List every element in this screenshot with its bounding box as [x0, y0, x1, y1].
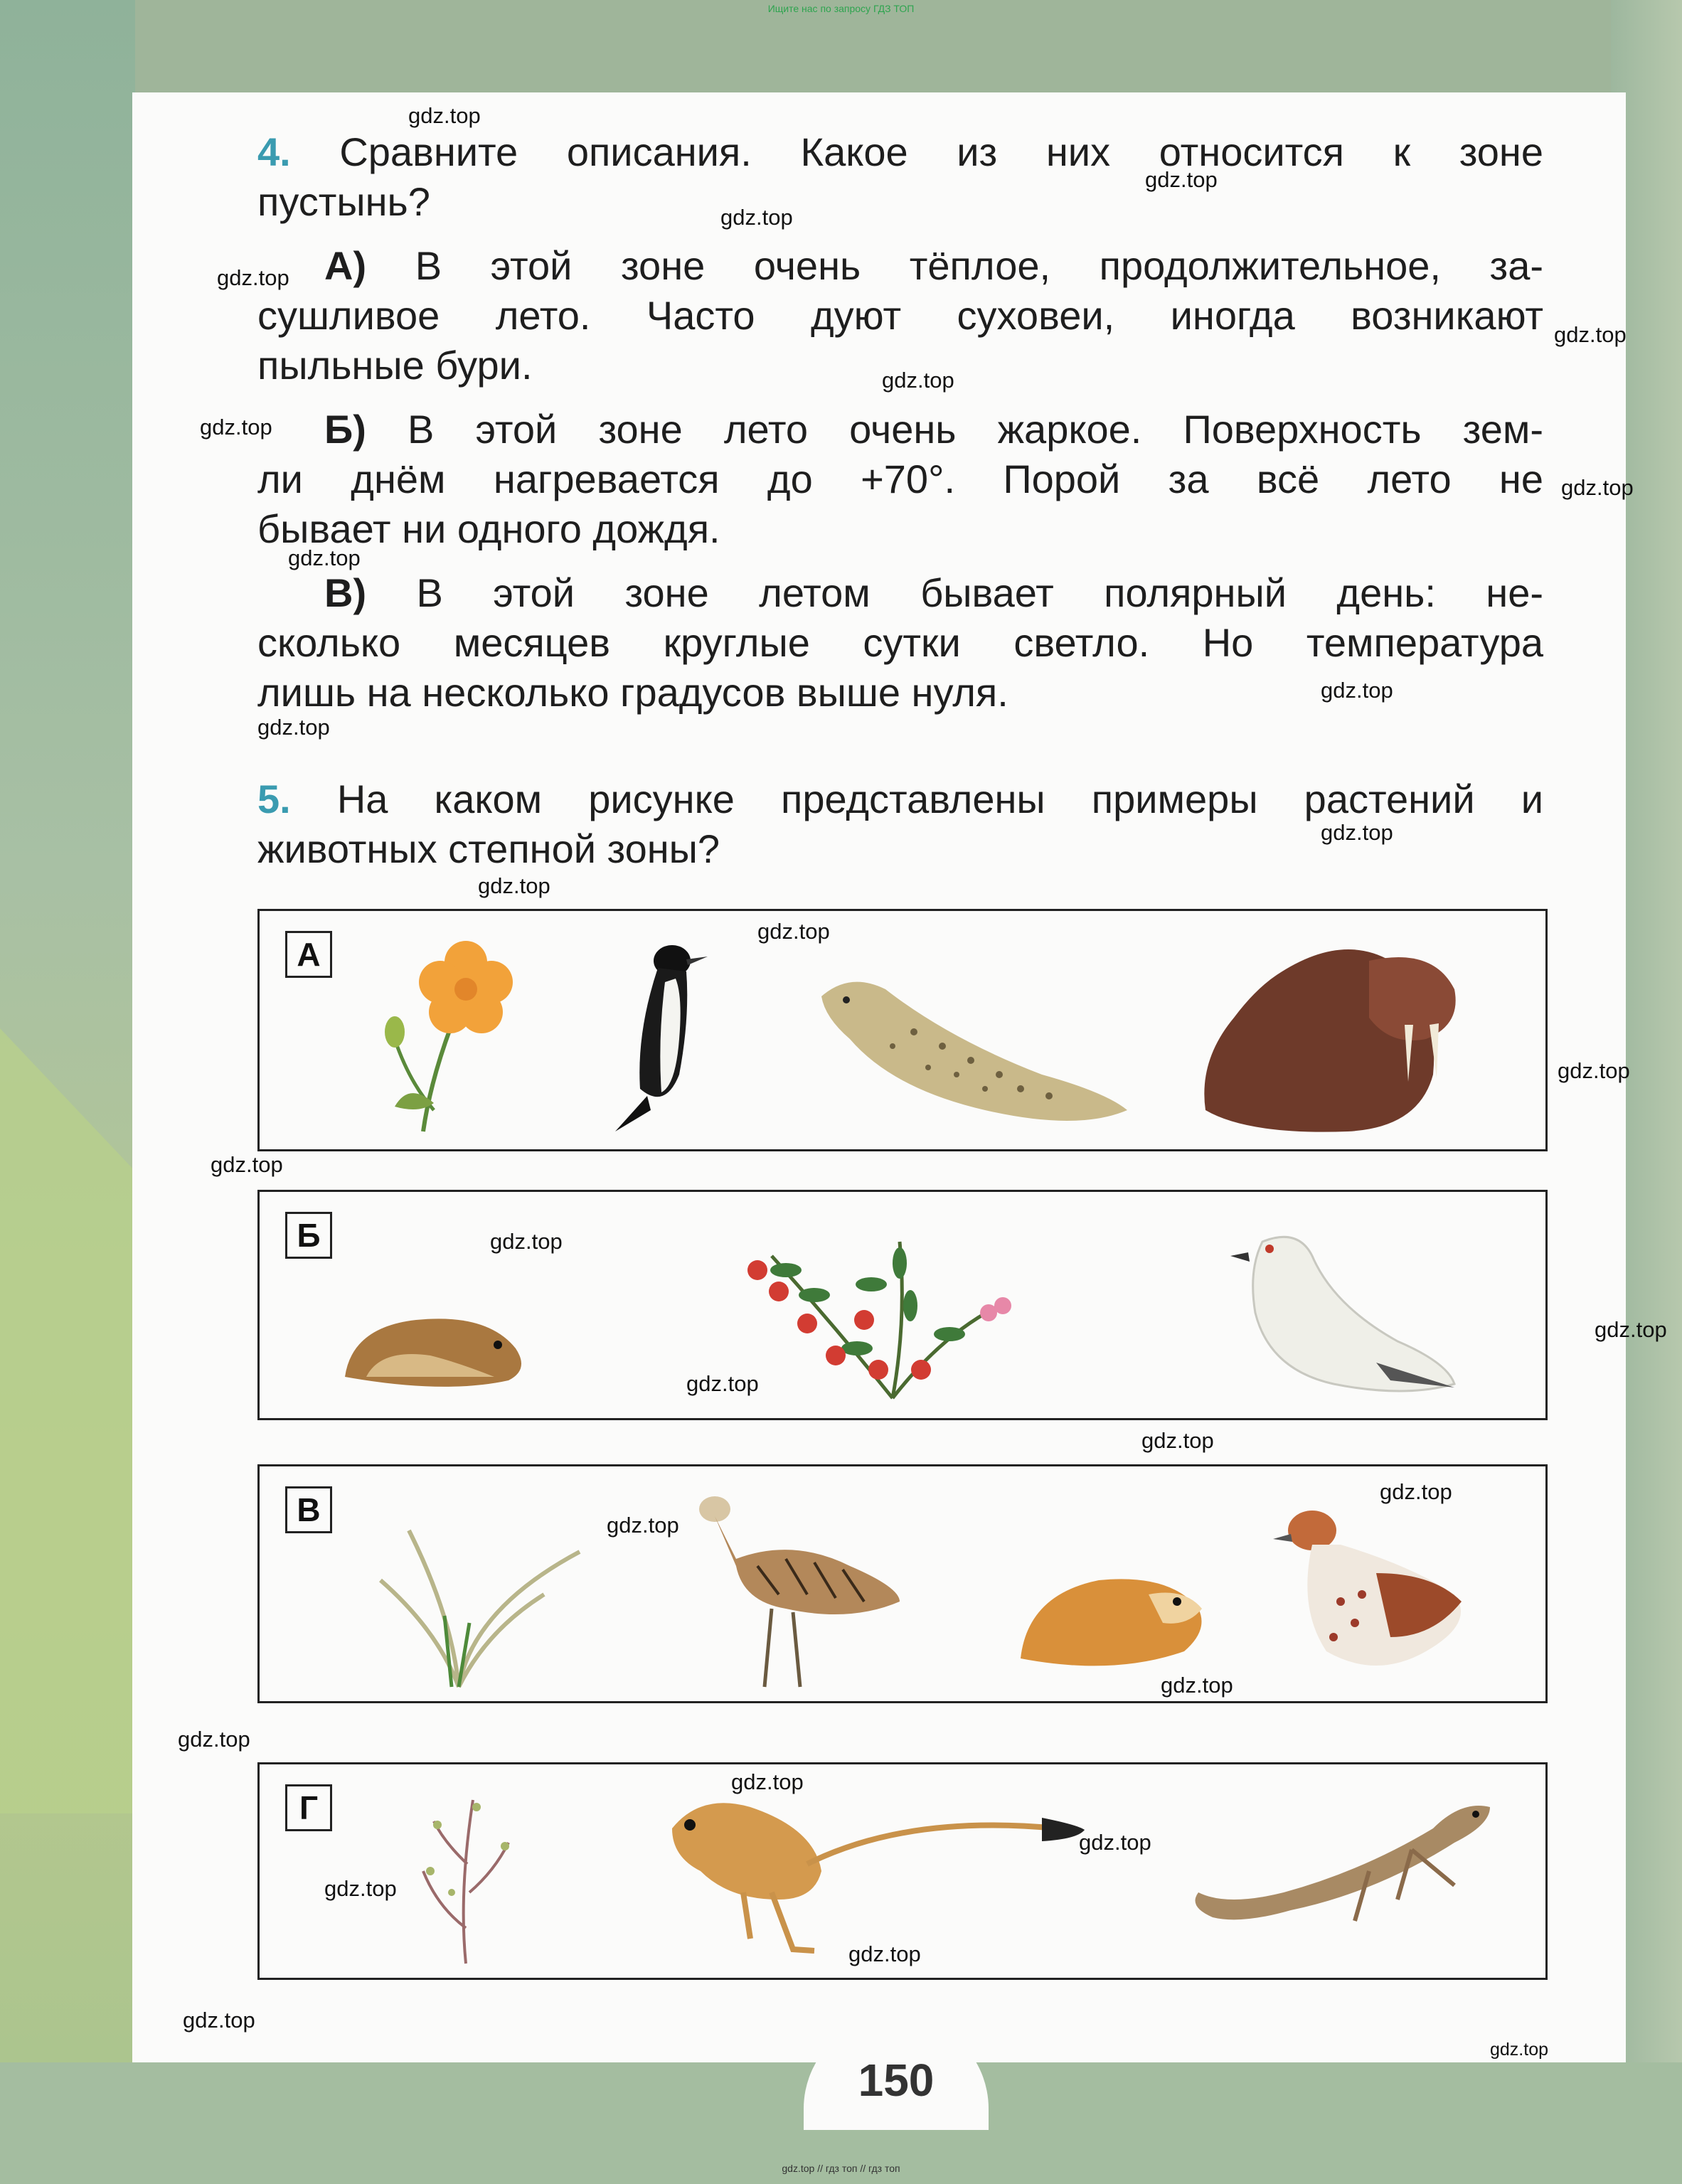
- option-c-line3: лишь на несколько градусов выше нуля.: [257, 670, 1008, 715]
- panel-v[interactable]: [257, 1464, 1548, 1703]
- watermark: gdz.top: [1558, 1058, 1630, 1083]
- option-a-line1: А) В этой зоне очень тёплое, продолжительное, за-: [324, 243, 1543, 288]
- option-b-line3: бывает ни одного дождя.: [257, 506, 720, 551]
- bustard-illustration: [686, 1488, 914, 1694]
- option-c-line1: В) В этой зоне летом бывает полярный день: не-: [324, 570, 1544, 615]
- option-c-line2: сколько месяцев круглые сутки светло. Но температура: [257, 620, 1543, 665]
- jerboa-illustration: [658, 1786, 1099, 1956]
- lemming-illustration: [338, 1299, 537, 1398]
- watermark: gdz.top: [200, 415, 272, 440]
- watermark: gdz.top: [686, 1371, 759, 1396]
- bottom-note: gdz.top // гдз топ // гдз топ: [782, 2163, 900, 2174]
- watermark: gdz.top: [1321, 820, 1393, 845]
- task4-question-line2: пустынь?: [257, 179, 430, 224]
- watermark: gdz.top: [211, 1152, 283, 1177]
- hamster-illustration: [1006, 1552, 1220, 1680]
- walrus-illustration: [1191, 932, 1497, 1139]
- panel-b[interactable]: [257, 1190, 1548, 1420]
- option-a-line2: сушливое лето. Часто дуют суховеи, иногда возникают: [257, 293, 1543, 338]
- feather-grass-illustration: [366, 1488, 594, 1694]
- watermark: gdz.top: [607, 1513, 679, 1538]
- watermark: gdz.top: [1321, 678, 1393, 703]
- watermark: gdz.top: [848, 1941, 921, 1966]
- task4-number: 4.: [257, 129, 291, 174]
- panel-a[interactable]: [257, 909, 1548, 1151]
- task5-number: 5.: [257, 777, 291, 821]
- option-a-line3: пыльные бури.: [257, 343, 533, 388]
- watermark: gdz.top: [1161, 1673, 1233, 1698]
- watermark: gdz.top: [1141, 1428, 1214, 1453]
- option-b-line1: Б) В этой зоне лето очень жаркое. Поверхность зем-: [324, 407, 1543, 452]
- panel-v-label: В: [285, 1486, 332, 1533]
- watermark: gdz.top: [178, 1727, 250, 1752]
- auk-illustration: [608, 932, 722, 1146]
- task4-question-line1: 4. Сравните описания. Какое из них относится к зоне: [257, 129, 1543, 174]
- watermark: gdz.top: [731, 1769, 804, 1794]
- partridge-illustration: [1270, 1495, 1497, 1694]
- watermark: gdz.top: [478, 873, 550, 898]
- saxaul-illustration: [409, 1786, 523, 1971]
- watermark: gdz.top: [1490, 2040, 1549, 2060]
- panel-b-label: Б: [285, 1212, 332, 1259]
- watermark: gdz.top: [1380, 1479, 1452, 1504]
- panel-a-label: А: [285, 931, 332, 978]
- seal-illustration: [807, 968, 1141, 1131]
- flower-illustration: [366, 939, 523, 1139]
- watermark: gdz.top: [720, 205, 793, 230]
- watermark: gdz.top: [882, 368, 954, 393]
- watermark: gdz.top: [490, 1229, 563, 1254]
- watermark: gdz.top: [217, 265, 289, 290]
- top-note: Ищите нас по запросу ГДЗ ТОП: [767, 3, 915, 14]
- watermark: gdz.top: [1145, 167, 1218, 192]
- watermark: gdz.top: [757, 919, 830, 944]
- watermark: gdz.top: [324, 1876, 397, 1901]
- page-number: 150: [858, 2055, 935, 2106]
- watermark: gdz.top: [408, 103, 481, 128]
- lizard-illustration: [1184, 1786, 1504, 1964]
- task5-question-line1: 5. На каком рисунке представлены примеры растений и: [257, 777, 1543, 821]
- watermark: gdz.top: [1561, 475, 1634, 500]
- panel-g-label: Г: [285, 1784, 332, 1831]
- watermark: gdz.top: [1079, 1830, 1151, 1855]
- watermark: gdz.top: [257, 715, 330, 740]
- watermark: gdz.top: [288, 545, 361, 570]
- task5-question-line2: животных степной зоны?: [257, 826, 720, 871]
- lingonberry-illustration: [729, 1227, 1042, 1405]
- watermark: gdz.top: [1595, 1317, 1667, 1342]
- ptarmigan-illustration: [1220, 1220, 1476, 1412]
- watermark: gdz.top: [183, 2008, 255, 2033]
- option-b-line2: ли днём нагревается до +70°. Порой за всё лето не: [257, 457, 1543, 501]
- watermark: gdz.top: [1554, 322, 1627, 347]
